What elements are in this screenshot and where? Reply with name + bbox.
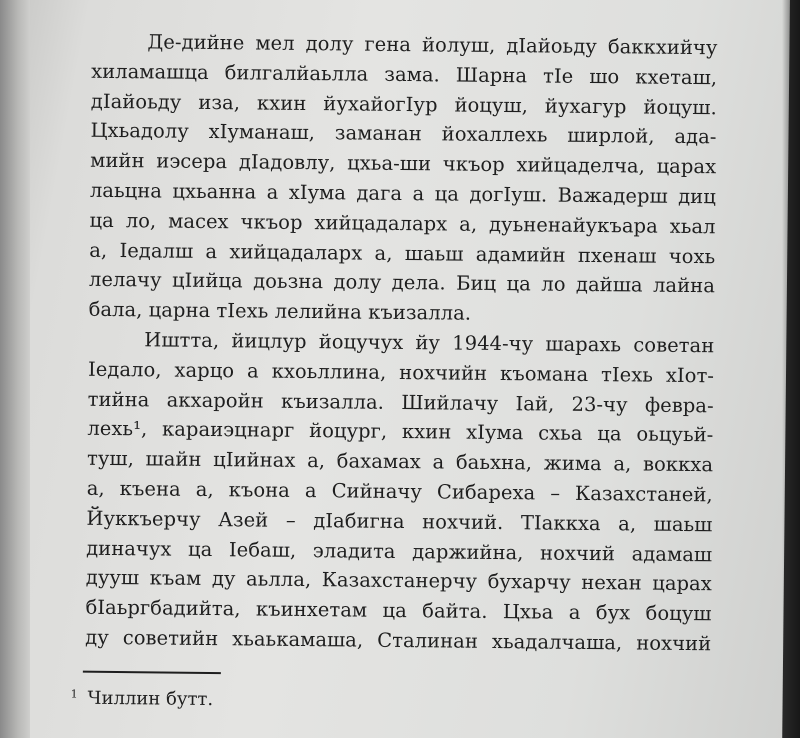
footnote-marker: 1 (70, 687, 78, 701)
text-line: Иштта, йицлур йоцучух йу 1944-чу шарахь советан (144, 328, 715, 358)
text-line: а, Iедалш а хийцадаларх а, шаьш адамийн пхенаш чохь (89, 238, 716, 268)
bleed-through-text (100, 0, 106, 20)
text-line: Цхьадолу хIуманаш, заманан йохаллехь ширлой, ада- (90, 119, 717, 149)
book-page (12, 0, 790, 738)
text-line: дIайоьду иза, кхин йухайогIур йоцуш, йухагур йоцуш. (90, 89, 717, 119)
text-line: Де-дийне мел долу гена йолуш, дIайоьду баккхийчу (147, 30, 718, 60)
text-line: Iедало, харцо а кхоьллина, нохчийн къомана тIехь хIот- (87, 357, 715, 388)
text-line: тийна акхаройн къизалла. Шийлачу Iай, 23-чу феврa- (87, 387, 714, 417)
text-line: лехь¹, караиэцнарг йоцург, кхин хIума схьа ца оьцуьй- (87, 417, 714, 447)
text-line: дууш къам ду аьлла, Казахстанерчу бухарчу нехан царах (85, 566, 712, 596)
text-line: бала, царна тIехь лелийна къизалла. (88, 297, 472, 325)
text-line: Йуккъерчу Азей – дIабигна нохчий. ТIаккха а, шаьш (86, 506, 713, 537)
text-line: мийн иэсера дIадовлу, цхьа-ши чкъор хийцаделча, царах (90, 148, 717, 179)
paragraph-2 (85, 325, 714, 659)
text-line: туш, шайн цIийнах а, бахамах а баьхна, жима а, воккха (86, 446, 714, 477)
text-line: а, къена а, къона а Сийначу Сибареха – Казахстаней, (86, 476, 713, 507)
text-line: лаьцна цхьанна а хIума дага а ца догIуш. Важадерш диц (89, 178, 716, 209)
text-line: бIаьргбадийта, къинхетам ца байта. Цхьа а бух боцуш (85, 595, 712, 626)
text-line: лелачу цIийца доьзна долу дела. Биц ца ло дайша лайна (88, 268, 716, 298)
paragraph-1 (88, 27, 717, 332)
text-line: диначух ца Iебаш, эладита даржийна, нохчий адамаш (86, 536, 713, 566)
text-line: хиламашца билгалйаьлла зама. Шарна тIе шо кхеташ, (91, 59, 718, 90)
page-edge-shadow (782, 0, 800, 738)
footnote (70, 688, 213, 710)
footnote-text: Чиллин бутт. (87, 687, 214, 711)
footnote-separator (83, 671, 221, 674)
text-line: ду советийн хьаькамаша, Сталинан хьадалчаша, нохчий (85, 625, 712, 656)
body-text (85, 27, 718, 659)
text-line: ца ло, масех чкъор хийцадаларх а, дуьненайукъара хьал (89, 208, 716, 239)
book-gutter (0, 0, 30, 738)
